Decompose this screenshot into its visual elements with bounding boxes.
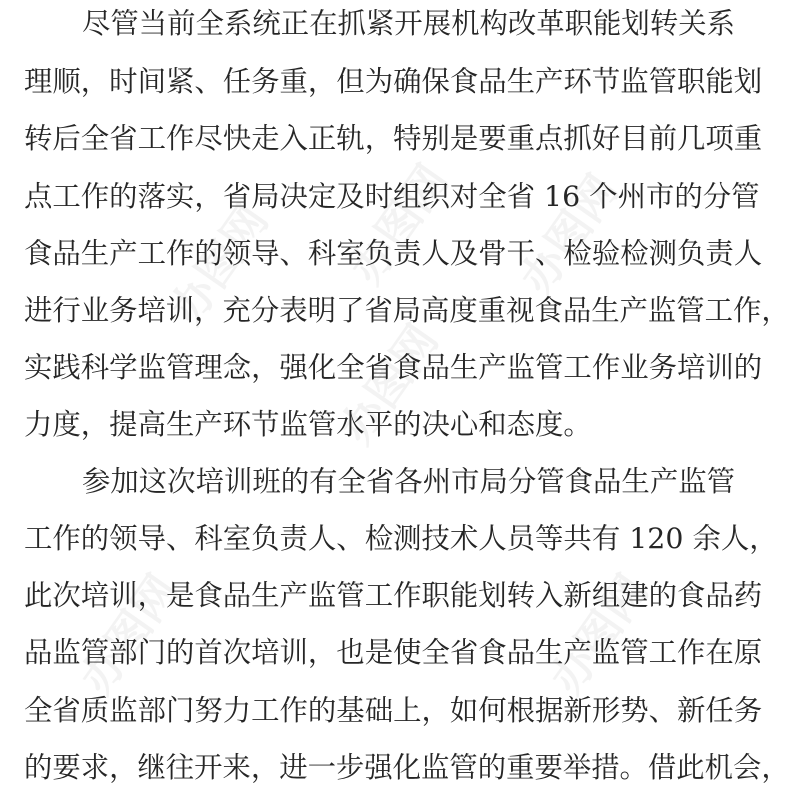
paragraph-line: 转后全省工作尽快走入正轨，特别是要重点抓好目前几项重: [24, 122, 763, 155]
paragraph-line: 进行业务培训，充分表明了省局高度重视食品生产监管工作，: [24, 294, 790, 327]
paragraph-line: 品监管部门的首次培训，也是使全省食品生产监管工作在原: [24, 636, 763, 669]
watermark-stamp: 办图网: [510, 165, 629, 304]
watermark-stamp: 办图网: [330, 315, 449, 454]
paragraph-line: 食品生产工作的领导、科室负责人及骨干、检验检测负责人: [24, 237, 763, 270]
watermark-stamp: 办图网: [70, 565, 189, 704]
paragraph-line: 实践科学监管理念，强化全省食品生产监管工作业务培训的: [24, 351, 763, 384]
paragraph-line: 的要求，继往开来，进一步强化监管的重要举措。借此机会，: [24, 751, 790, 784]
paragraph-line: 尽管当前全系统正在抓紧开展机构改革职能划转关系: [82, 7, 735, 40]
watermark-stamp: 办图网: [340, 155, 459, 294]
paragraph-line: 参加这次培训班的有全省各州市局分管食品生产监管: [82, 465, 735, 498]
watermark-stamp: 办图网: [160, 195, 279, 334]
watermark-stamp: 办图网: [540, 565, 659, 704]
paragraph-line: 理顺，时间紧、任务重，但为确保食品生产环节监管职能划: [24, 65, 763, 98]
paragraph-line: 力度，提高生产环节监管水平的决心和态度。: [24, 408, 592, 441]
paragraph-line: 全省质监部门努力工作的基础上，如何根据新形势、新任务: [24, 694, 763, 727]
paragraph-line: 工作的领导、科室负责人、检测技术人员等共有 120 余人，: [24, 522, 778, 555]
paragraph-line: 点工作的落实，省局决定及时组织对全省 16 个州市的分管: [24, 180, 760, 213]
paragraph-line: 此次培训，是食品生产监管工作职能划转入新组建的食品药: [24, 579, 763, 612]
